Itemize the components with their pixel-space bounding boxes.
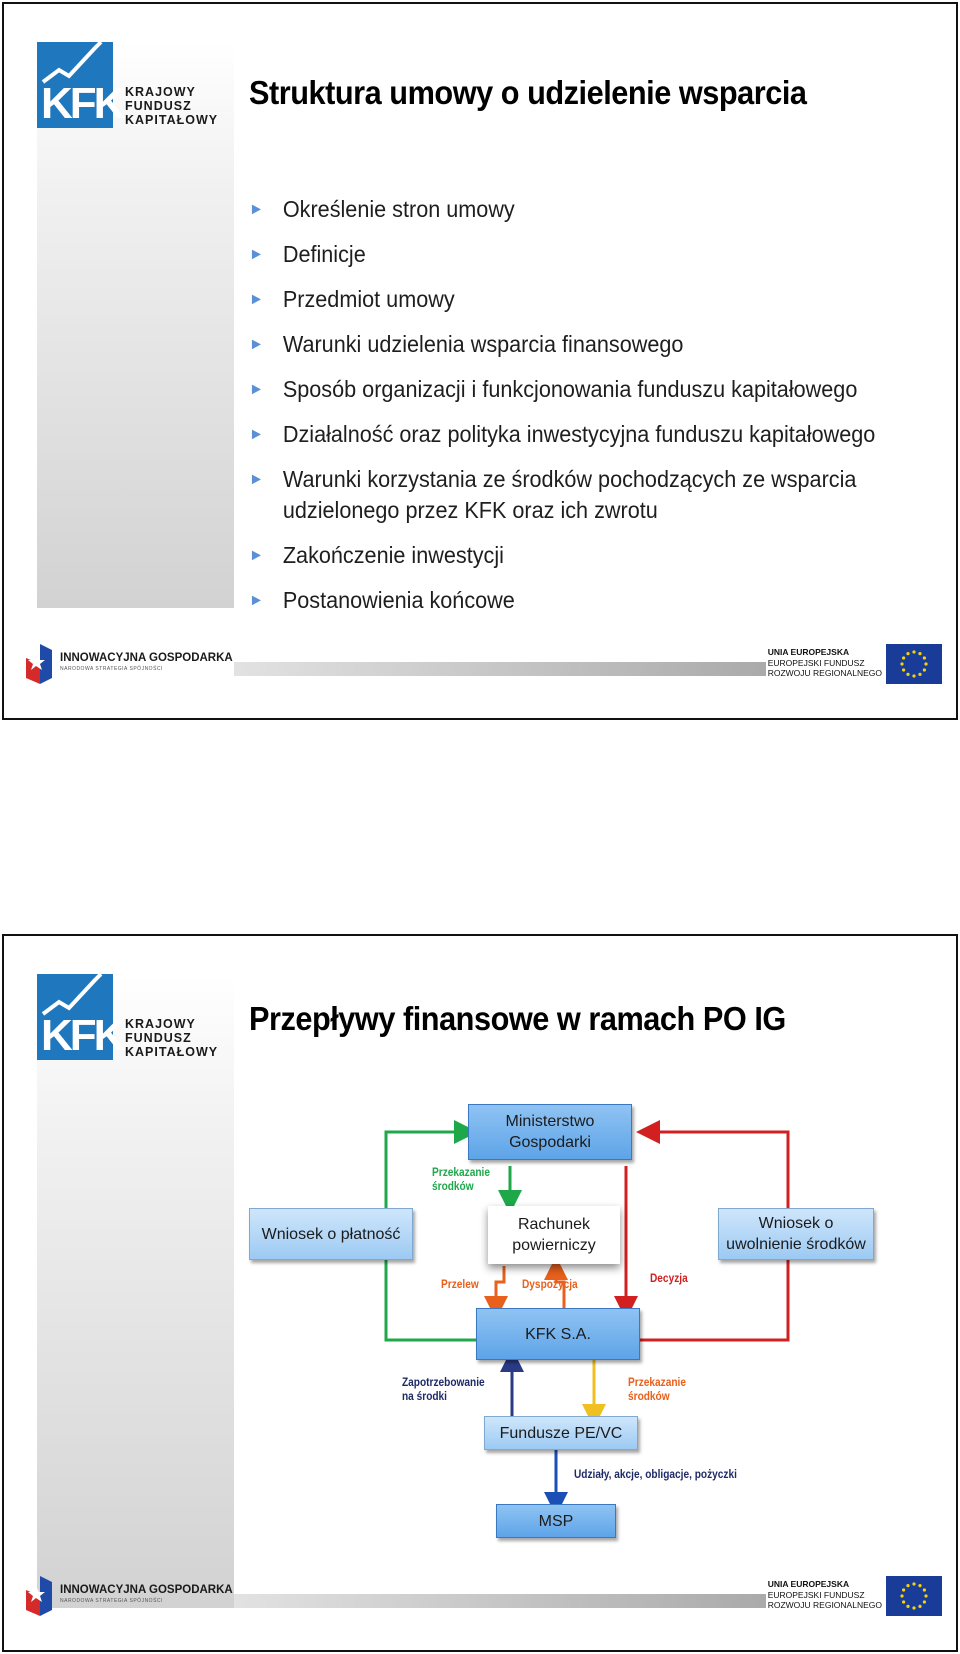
label-zapotrzebowanie: [402, 1376, 485, 1404]
kfk-logo-text: [125, 85, 218, 127]
label-line: Przekazanie: [628, 1377, 686, 1389]
slide-title: Przepływy finansowe w ramach PO IG: [249, 1000, 786, 1037]
label-przekazanie-srodkow: [432, 1166, 490, 1194]
flow-connectors: [4, 936, 960, 1654]
bullet-text: Warunki korzystania ze środków pochodzących ze wsparcia: [282, 466, 857, 492]
bullet-arrow-icon: ►: [249, 426, 264, 443]
label-line: środków: [432, 1181, 474, 1193]
eu-flag-icon: [886, 1576, 942, 1616]
slide-title: Struktura umowy o udzielenie wsparcia: [249, 74, 807, 111]
bullet-item: [249, 464, 875, 526]
box-msp: MSP: [496, 1504, 616, 1538]
slide-footer: [4, 1568, 956, 1650]
green-connector: [386, 1260, 476, 1340]
bullet-arrow-icon: ►: [249, 246, 264, 263]
kfk-logo-letters: KFK: [41, 79, 123, 128]
label-line: Przekazanie: [432, 1167, 490, 1179]
bullet-item: [249, 239, 875, 270]
logo-line: FUNDUSZ: [125, 99, 192, 113]
bullet-arrow-icon: ►: [249, 336, 264, 353]
bullet-item: [249, 194, 875, 225]
bullet-text: Postanowienia końcowe: [282, 587, 515, 613]
bullet-arrow-icon: ►: [249, 547, 264, 564]
box-fundusze: Fundusze PE/VC: [484, 1416, 638, 1450]
innowacyjna-gospodarka-logo-icon: [26, 1576, 52, 1616]
kfk-logo-letters: KFK: [41, 1011, 123, 1060]
eu-label: [768, 1579, 882, 1611]
logo-line: KRAJOWY: [125, 1017, 196, 1031]
bullet-text: Przedmiot umowy: [282, 286, 455, 312]
eu-label: [768, 647, 882, 679]
slide-footer: [4, 636, 956, 718]
logo-line: KAPITAŁOWY: [125, 1045, 219, 1059]
kfk-logo-mark: [37, 42, 123, 128]
box-rachunek: Rachunek powierniczy: [488, 1206, 620, 1264]
eu-line: EUROPEJSKI FUNDUSZ: [767, 657, 865, 668]
eu-line: ROZWOJU REGIONALNEGO: [767, 668, 882, 678]
bullet-list: [249, 194, 915, 630]
bullet-text: Określenie stron umowy: [282, 196, 515, 222]
bullet-item: [249, 329, 875, 360]
ig-title: INNOWACYJNA GOSPODARKA: [60, 652, 233, 664]
label-udzialy: Udziały, akcje, obligacje, pożyczki: [574, 1469, 737, 1481]
bullet-item: [249, 419, 875, 450]
bullet-arrow-icon: ►: [249, 471, 264, 488]
footer-bar: [234, 662, 766, 676]
eu-line: EUROPEJSKI FUNDUSZ: [767, 1589, 865, 1600]
label-przelew: Przelew: [441, 1279, 479, 1291]
eu-flag-icon: [886, 644, 942, 684]
bullet-item: [249, 284, 875, 315]
box-ministerstwo: Ministerstwo Gospodarki: [468, 1104, 632, 1160]
bullet-arrow-icon: ►: [249, 201, 264, 218]
kfk-logo: [37, 42, 227, 128]
bullet-text: Zakończenie inwestycji: [282, 542, 504, 568]
innowacyjna-gospodarka-logo-icon: [26, 644, 52, 684]
bullet-arrow-icon: ►: [249, 381, 264, 398]
box-wniosek-platnosc: Wniosek o płatność: [249, 1208, 413, 1260]
label-przekazanie-srodkow-2: [628, 1376, 686, 1404]
slide-financial-flows: [2, 934, 958, 1652]
bullet-text: Definicje: [282, 241, 366, 267]
bullet-arrow-icon: ►: [249, 592, 264, 609]
red-connector: [648, 1132, 788, 1208]
ig-subtitle: NARODOWA STRATEGIA SPÓJNOŚCI: [60, 1598, 163, 1604]
slide-structure: [2, 2, 958, 720]
box-wniosek-uwolnienie: Wniosek o uwolnienie środków: [718, 1208, 874, 1260]
orange-connector: [496, 1266, 504, 1308]
ig-title: INNOWACYJNA GOSPODARKA: [60, 1584, 233, 1596]
box-kfk: KFK S.A.: [476, 1308, 640, 1360]
bullet-text-continued: udzielonego przez KFK oraz ich zwrotu: [282, 497, 658, 523]
label-line: środków: [628, 1391, 670, 1403]
label-line: Zapotrzebowanie: [402, 1377, 485, 1389]
eu-line: UNIA EUROPEJSKA: [767, 1579, 850, 1589]
bullet-item: [249, 540, 875, 571]
bullet-item: [249, 374, 875, 405]
eu-line: ROZWOJU REGIONALNEGO: [767, 1600, 882, 1610]
label-dyspozycja: Dyspozycja: [522, 1279, 578, 1291]
label-line: na środki: [402, 1391, 448, 1403]
bullet-text: Sposób organizacji i funkcjonowania funduszu kapitałowego: [282, 376, 858, 402]
logo-line: KAPITAŁOWY: [125, 113, 219, 127]
bullet-item: [249, 585, 875, 616]
bullet-arrow-icon: ►: [249, 291, 264, 308]
ig-subtitle: NARODOWA STRATEGIA SPÓJNOŚCI: [60, 666, 163, 672]
eu-line: UNIA EUROPEJSKA: [767, 647, 850, 657]
label-decyzja: Decyzja: [650, 1273, 688, 1285]
footer-bar: [234, 1594, 766, 1608]
logo-line: FUNDUSZ: [125, 1031, 192, 1045]
bullet-text: Działalność oraz polityka inwestycyjna funduszu kapitałowego: [282, 421, 876, 447]
logo-line: KRAJOWY: [125, 85, 196, 99]
bullet-text: Warunki udzielenia wsparcia finansowego: [282, 331, 684, 357]
